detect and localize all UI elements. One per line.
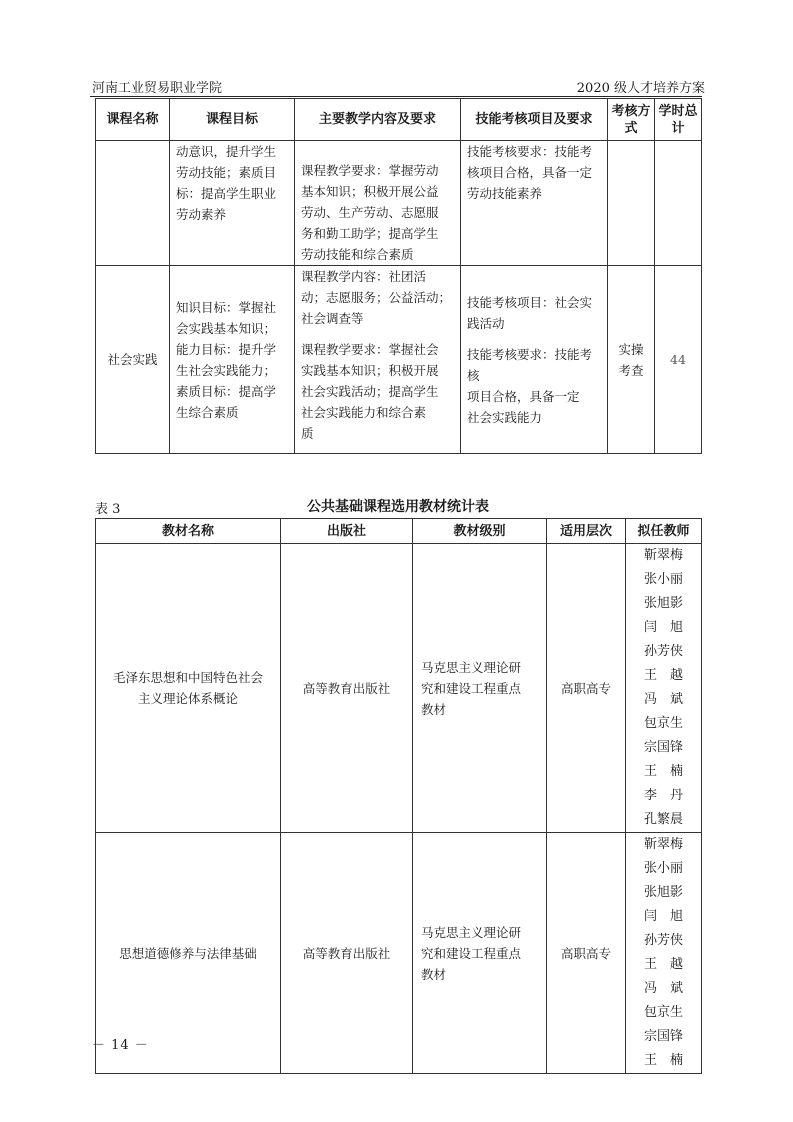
teacher-name: 王 越	[643, 668, 683, 683]
teacher-name: 王 楠	[643, 1053, 683, 1068]
skill-cell	[461, 141, 608, 266]
level-line: 究和建设工程重点	[421, 680, 522, 696]
teacher-name: 孔繁晨	[643, 812, 683, 827]
textbook-name-line: 思想道德修养与法律基础	[119, 945, 257, 961]
teacher-name: 孙芳侠	[643, 644, 683, 659]
level-line: 马克思主义理论研	[421, 659, 522, 675]
content-line: 课程教学要求：掌握劳动	[301, 163, 439, 178]
teacher-name: 张小丽	[643, 861, 683, 876]
course-table	[95, 98, 702, 454]
hours-cell	[655, 141, 702, 266]
teacher-name: 张旭影	[643, 596, 683, 611]
textbook-name-line: 主义理论体系概论	[137, 691, 238, 706]
table-title: 公共基础课程选用教材统计表	[307, 499, 489, 515]
teacher-name: 王 楠	[643, 764, 683, 779]
tier-cell: 高职高专	[547, 544, 626, 833]
col-header-total-hours: 学时总计	[655, 99, 702, 141]
col-header-skill: 技能考核项目及要求	[461, 99, 608, 141]
teacher-name: 宗国锋	[643, 740, 683, 755]
content-line: 课程教学内容：社团活	[301, 269, 427, 284]
col-header-textbook-name: 教材名称	[96, 519, 281, 544]
level-line: 教材	[421, 966, 447, 982]
teacher-name: 冯 斌	[643, 981, 683, 996]
goal-line: 动意识，提升学生	[176, 144, 277, 159]
content-cell	[295, 141, 461, 266]
level-line: 教材	[421, 701, 447, 717]
tier-cell: 高职高专	[547, 833, 626, 1074]
table-label: 表 3	[95, 502, 121, 517]
level-line: 究和建设工程重点	[421, 945, 522, 961]
course-goal-cell	[170, 266, 295, 454]
teacher-name: 孙芳侠	[643, 933, 683, 948]
header-rule	[90, 96, 702, 97]
col-header-textbook-level: 教材级别	[413, 519, 547, 544]
teacher-name: 靳翠梅	[643, 548, 683, 563]
level-line: 马克思主义理论研	[421, 924, 522, 940]
textbook-name-cell	[96, 544, 281, 833]
content-line: 课程教学要求：掌握社会	[301, 342, 439, 357]
textbook-table	[95, 518, 702, 1074]
teacher-name: 靳翠梅	[643, 837, 683, 852]
content-line: 务和勤工助学；提高学生	[301, 226, 439, 241]
col-header-content: 主要教学内容及要求	[295, 99, 461, 141]
teacher-name: 冯 斌	[643, 692, 683, 707]
teachers-cell	[626, 544, 702, 833]
skill-line: 核项目合格，具备一定	[467, 165, 593, 180]
teacher-name: 张小丽	[643, 572, 683, 587]
skill-line: 技能考核要求：技能考	[467, 144, 593, 159]
course-goal-cell	[170, 141, 295, 266]
col-header-teachers: 拟任教师	[626, 519, 702, 544]
teacher-name: 包京生	[643, 1005, 683, 1020]
table-row	[96, 544, 702, 833]
skill-line: 技能考核项目：社会实	[467, 294, 593, 310]
content-line: 质	[301, 426, 314, 441]
teacher-name: 张旭影	[643, 885, 683, 900]
content-line: 社会实践能力和综合素	[301, 405, 427, 420]
goal-line: 生综合素质	[176, 404, 239, 420]
table3-title-row	[95, 496, 701, 516]
skill-line: 项目合格，具备一定	[467, 388, 580, 404]
col-header-exam-method: 考核方式	[608, 99, 655, 141]
publisher-cell: 高等教育出版社	[281, 833, 413, 1074]
teacher-name: 闫 旭	[643, 909, 683, 924]
textbook-table-header-row	[96, 519, 702, 544]
exam-cell	[608, 141, 655, 266]
content-line: 动；志愿服务；公益活动；	[301, 290, 452, 305]
teacher-name: 包京生	[643, 716, 683, 731]
skill-line: 践活动	[467, 315, 505, 331]
content-cell	[295, 266, 461, 454]
table-row	[96, 266, 702, 454]
content-line: 劳动技能和综合素质	[301, 247, 414, 262]
skill-line: 社会实践能力	[467, 409, 543, 425]
teacher-name: 闫 旭	[643, 620, 683, 635]
hours-cell: 44	[655, 266, 702, 454]
exam-line: 实操	[618, 341, 644, 357]
exam-line: 考查	[618, 362, 644, 378]
textbook-name-line: 毛泽东思想和中国特色社会	[112, 670, 263, 685]
table-row	[96, 833, 702, 1074]
skill-cell	[461, 266, 608, 454]
teacher-name: 王 越	[643, 957, 683, 972]
goal-line: 劳动素养	[176, 207, 227, 222]
exam-cell	[608, 266, 655, 454]
header-institution: 河南工业贸易职业学院	[92, 81, 223, 96]
col-header-publisher: 出版社	[281, 519, 413, 544]
header-doc-title: 2020 级人才培养方案	[576, 81, 705, 96]
goal-line: 生社会实践能力；	[176, 362, 277, 378]
skill-line: 劳动技能素养	[467, 186, 543, 201]
course-name-cell: 社会实践	[96, 266, 170, 454]
goal-line: 知识目标：掌握社	[176, 299, 277, 315]
goal-line: 劳动技能；素质目	[176, 165, 277, 180]
course-table-header-row	[96, 99, 702, 141]
goal-line: 素质目标：提高学	[176, 383, 277, 399]
goal-line: 能力目标：提升学	[176, 341, 277, 357]
table-row	[96, 141, 702, 266]
skill-line: 技能考核要求：技能考核	[467, 346, 593, 383]
level-cell	[413, 833, 547, 1074]
content-line: 社会调查等	[301, 311, 364, 326]
publisher-cell: 高等教育出版社	[281, 544, 413, 833]
course-name-cell	[96, 141, 170, 266]
col-header-course-name: 课程名称	[96, 99, 170, 141]
content-line: 劳动、生产劳动、志愿服	[301, 205, 439, 220]
teachers-cell	[626, 833, 702, 1074]
content-line: 基本知识；积极开展公益	[301, 184, 439, 199]
goal-line: 标：提高学生职业	[176, 186, 277, 201]
teacher-name: 李 丹	[643, 788, 683, 803]
content-line: 社会实践活动；提高学生	[301, 384, 439, 399]
teacher-name: 宗国锋	[643, 1029, 683, 1044]
level-cell	[413, 544, 547, 833]
col-header-course-goal: 课程目标	[170, 99, 295, 141]
goal-line: 会实践基本知识；	[176, 320, 277, 336]
content-line: 实践基本知识；积极开展	[301, 363, 439, 378]
col-header-tier: 适用层次	[547, 519, 626, 544]
page-number: － 14 －	[92, 1038, 149, 1053]
